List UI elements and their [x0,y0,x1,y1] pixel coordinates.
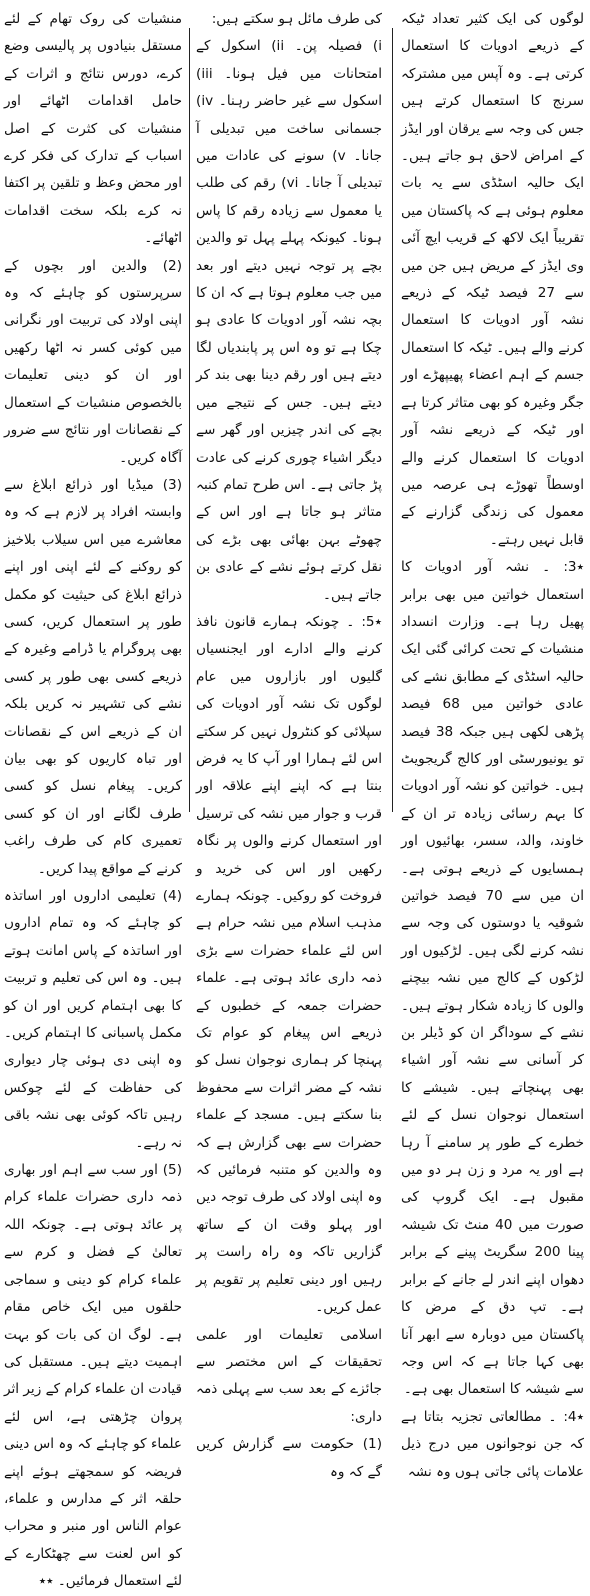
paragraph: لوگوں کی ایک کثیر تعداد ٹیکہ کے ذریعے ادویات کا استعمال کرتی ہے۔ وہ آپس میں مشترکہ سرنج کا استعمال کرتے ہیں جس کی وجہ سے یرقان اور ایڈز کے امراض لاحق ہو جاتے ہیں۔ ایک حالیہ اسٹڈی سے یہ بات معلوم ہوئی ہے کہ پاکستان میں تقریباً ایک لاکھ کے قریب ایچ آئی وی ایڈز کے مریض ہیں جن میں سے 27 فیصد ٹیکہ کے ذریعے نشہ آور ادویات کا استعمال کرنے والے ہیں۔ ٹیکہ کا استعمال جسم کے اہم اعضاء پھیپھڑے اور جگر وغیرہ کو بھی متاثر کرتا ہے اور ٹیکہ کے ذریعے نشہ آور ادویات کا استعمال کرنے والے اوسطاً تھوڑے ہی عرصہ میں معمول کی زندگی گزارنے کے قابل نہیں رہتے۔ [401,11,584,548]
column-right [401,6,584,1480]
paragraph: (5) اور سب سے اہم اور بھاری ذمہ داری حضرات علماء کرام پر عائد ہوتی ہے۔ چونکہ اللہ تعالیٰ کے فضل و کرم سے علماء کرام کو دینی و سماجی حلقوں میں ایک خاص مقام ہے۔ لوگ ان کی بات کو بہت اہمیت دیتے ہیں۔ مستقبل کی قیادت ان علماء کرام کے زیر اثر پروان چڑھتی ہے، اس لئے علماء کو چاہئے کہ وہ اس دینی فریضہ کو سمجھتے ہوئے اپنے حلقہ اثر کے مدارس و علماء، عوام الناس اور منبر و محراب کو اس لعنت سے چھٹکارے کے لئے استعمال فرمائیں۔ ٭٭ [4,1162,182,1590]
paragraph: (2) والدین اور بچوں کے سرپرستوں کو چاہئے کہ وہ اپنی اولاد کی تربیت اور نگرانی میں کوئی کسر نہ اٹھا رکھیں اور ان کو دینی تعلیمات بالخصوص منشیات کے استعمال کے نقصانات اور نتائج سے ضرور آگاہ کریں۔ [4,257,182,466]
column-left [4,6,182,1590]
paragraph: (4) تعلیمی اداروں اور اساتذہ کو چاہئے کہ وہ تمام اداروں اور اساتذہ کے پاس امانت ہوتے ہیں۔ وہ اس کی تعلیم و تربیت کا بھی اہتمام کریں اور ان کو مکمل پاسبانی کا اہتمام کریں۔ وہ اپنی دی ہوئی چار دیواری کی حفاظت کے لئے چوکس رہیں تاکہ کوئی بھی نشہ باقی نہ رہے۔ [4,888,182,1151]
paragraph: منشیات کی روک تھام کے لئے مستقل بنیادوں پر پالیسی وضع کرے، دورس نتائج و اثرات کے حامل اقدامات اٹھائے اور منشیات کی کثرت کے اصل اسباب کے تدارک کی فکر کرے اور محض وعظ و تلقین پر اکتفا نہ کرے بلکہ سخت اقدامات اٹھائے۔ [4,11,182,247]
column-middle [196,6,382,1480]
column-divider [392,28,393,812]
paragraph: (1) حکومت سے گزارش کریں گے کہ وہ [196,1436,382,1480]
paragraph: ٭5: ۔ چونکہ ہمارے قانون نافذ کرنے والے ادارے اور ایجنسیاں گلیوں اور بازاروں میں عام لوگوں تک نشہ آور ادویات کی سپلائی کو کنٹرول نہیں کر سکتے اس لئے ہمارا اور آپ کا یہ فرض بنتا ہے کہ اپنے اپنے علاقہ اور قرب و جوار میں نشہ کی ترسیل اور استعمال کرنے والوں پر نگاہ رکھیں اور اس کی خرید و فروخت کو روکیں۔ چونکہ ہمارے مذہب اسلام میں نشہ حرام ہے اس لئے علماء حضرات سے بڑی ذمہ داری عائد ہوتی ہے۔ علماء حضرات جمعہ کے خطبوں کے ذریعے اس پیغام کو عوام تک پہنچا کر ہماری نوجوان نسل کو نشہ کے مضر اثرات سے محفوظ بنا سکتے ہیں۔ مسجد کے علماء حضرات سے بھی گزارش ہے کہ وہ والدین کو متنبہ فرمائیں کہ وہ اپنی اولاد کی طرف توجہ دیں اور پہلو وقت ان کے ساتھ گزاریں تاکہ وہ راہ راست پر رہیں اور دینی تعلیم پر تقویم پر عمل کریں۔ [196,613,382,1316]
column-divider [189,28,190,812]
paragraph: کی طرف مائل ہو سکتے ہیں: [211,11,382,27]
paragraph: ٭3: ۔ نشہ آور ادویات کا استعمال خواتین میں بھی برابر پھیل رہا ہے۔ وزارت انسداد منشیات کے تحت کرائی گئی ایک حالیہ اسٹڈی کے مطابق نشے کی عادی خواتین میں 68 فیصد پڑھی لکھی ہیں جبکہ 38 فیصد تو یونیورسٹی اور کالج گریجویٹ ہیں۔ خواتین کو نشہ آور ادویات کا بہم رسائی زیادہ تر ان کے خاوند، والد، سسر، بھائیوں اور ہمسایوں کے ذریعے ہوتی ہے۔ ان میں سے 70 فیصد خواتین شوقیہ یا دوستوں کی وجہ سے نشہ کرنے لگی ہیں۔ لڑکیوں اور لڑکوں کے کالج میں نشہ بیچنے والوں کا زیادہ شکار ہوتے ہیں۔ نشے کے سوداگر ان کو ڈیلر بن کر آسانی سے نشہ آور اشیاء بھی پہنچاتے ہیں۔ شیشے کا استعمال نوجوان نسل کے لئے خطرے کے طور پر سامنے آ رہا ہے اور یہ مرد و زن ہر دو میں مقبول ہے۔ ایک گروپ کی صورت میں 40 منٹ تک شیشہ پینا 200 سگریٹ پینے کے برابر دھواں اپنے اندر لے جانے کے برابر ہے۔ تپ دق کے مرض کا پاکستان میں دوبارہ سے ابھر آنا بھی کہا جاتا ہے کہ اس وجہ سے شیشہ کا استعمال بھی ہے۔ [401,559,584,1398]
paragraph: i) فصیلہ پن۔ ii) اسکول کے امتحانات میں فیل ہونا۔ iii) اسکول سے غیر حاضر رہنا۔ iv) جسمانی ساخت میں تبدیلی آ جانا۔ v) سونے کی عادات میں تبدیلی آ جانا۔ vi) رقم کی طلب یا معمول سے زیادہ رقم کا پاس ہونا۔ کیونکہ پہلے پہل تو والدین بچے پر توجہ نہیں دیتے اور بعد میں جب معلوم ہوتا ہے کہ ان کا بچہ نشہ آور ادویات کا عادی ہو چکا ہے تو وہ اس پر پابندیاں لگا دیتے ہیں اور رقم دینا بھی بند کر دیتے ہیں۔ جس کے نتیجے میں بچے کی اندر چیزیں اور گھر سے دیگر اشیاء چوری کرنے کی عادت پڑ جاتی ہے۔ اس طرح تمام کنبہ متاثر ہو جاتا ہے اور اس کے چھوٹے بہن بھائی بھی بڑے کی نقل کرتے ہوئے نشے کے عادی بن جاتے ہیں۔ [196,38,382,603]
paragraph: اسلامی تعلیمات اور علمی تحقیقات کے اس مختصر سے جائزے کے بعد سب سے پہلی ذمہ داری: [196,1326,382,1425]
paragraph: (3) میڈیا اور ذرائع ابلاغ سے وابستہ افراد پر لازم ہے کہ وہ معاشرے میں اس سیلاب بلاخیز کو روکنے کے لئے اپنی اور اپنے ذرائع ابلاغ کی حیثیت کو مکمل طور پر استعمال کریں، کسی بھی پروگرام یا ڈرامے وغیرہ کے ذریعے کسی بھی طور پر کسی نشے کی تشہیر نہ کریں بلکہ ان کے ذریعے اس کے نقصانات اور تباہ کاریوں کو بھی بیان کریں۔ پیغام نسل کو کسی طرف لگانے اور ان کو کسی تعمیری کام کی طرف راغب کرنے کے مواقع پیدا کریں۔ [4,476,182,877]
paragraph: ٭4: ۔ مطالعاتی تجزیہ بتاتا ہے کہ جن نوجوانوں میں درج ذیل علامات پائی جاتی ہوں وہ نشہ [401,1408,584,1480]
